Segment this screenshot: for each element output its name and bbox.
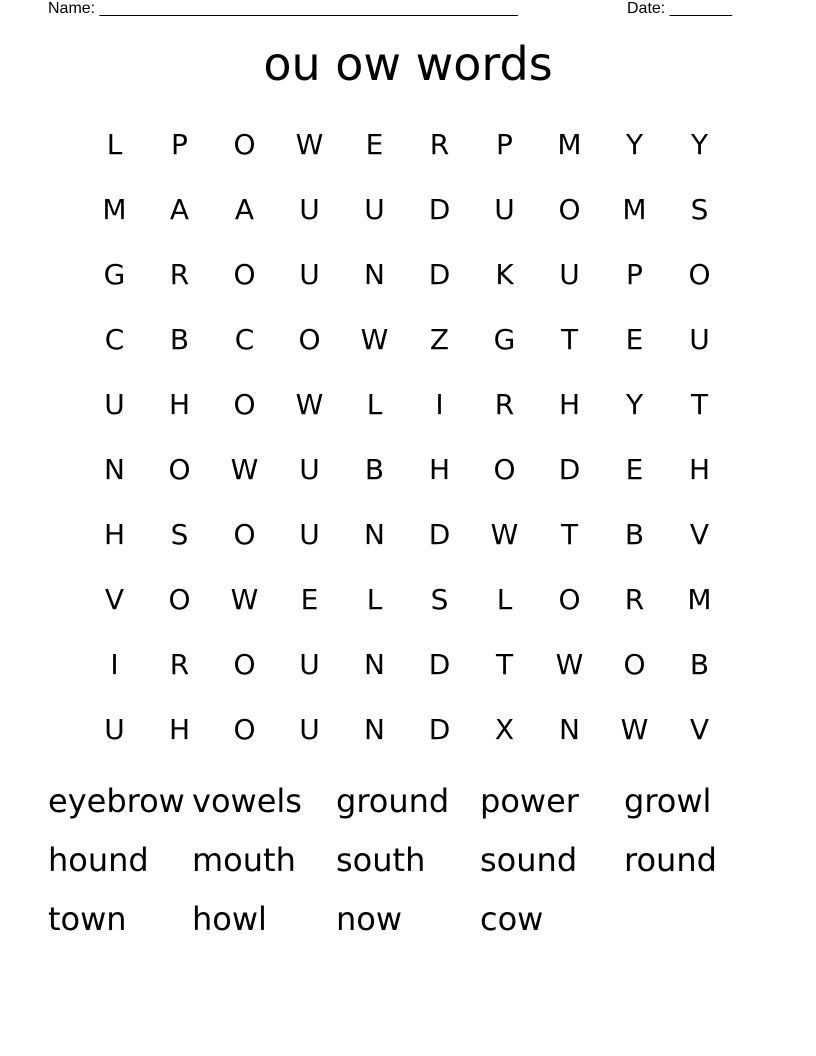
letter-cell: Z <box>429 322 450 356</box>
letter-cell: M <box>622 192 647 226</box>
letter-cell: O <box>168 452 191 486</box>
letter-cell: M <box>102 192 127 226</box>
letter-cell: D <box>428 712 451 746</box>
letter-cell: W <box>360 322 389 356</box>
letter-cell: E <box>365 127 384 161</box>
letter-cell: O <box>233 387 256 421</box>
letter-cell: A <box>169 192 190 226</box>
word-list-item: vowels <box>192 782 302 820</box>
letter-cell: U <box>299 517 320 551</box>
letter-cell: U <box>299 647 320 681</box>
letter-cell: E <box>300 582 319 616</box>
page-title: ou ow words <box>263 37 553 91</box>
word-list-item: town <box>48 900 127 938</box>
letter-cell: B <box>689 647 710 681</box>
letter-cell: W <box>295 387 324 421</box>
word-list-item: power <box>480 782 579 820</box>
letter-cell: W <box>555 647 584 681</box>
letter-cell: U <box>299 452 320 486</box>
letter-cell: I <box>435 387 444 421</box>
word-list-item: sound <box>480 841 578 879</box>
word-list-item: eyebrow <box>48 782 185 820</box>
letter-cell: P <box>171 127 188 161</box>
letter-cell: E <box>625 322 644 356</box>
letter-cell: U <box>104 712 125 746</box>
letter-cell: O <box>168 582 191 616</box>
letter-cell: B <box>364 452 385 486</box>
letter-cell: L <box>366 387 383 421</box>
letter-cell: G <box>103 257 126 291</box>
letter-cell: O <box>233 127 256 161</box>
letter-cell: I <box>110 647 119 681</box>
letter-cell: S <box>170 517 189 551</box>
letter-cell: O <box>233 712 256 746</box>
letter-cell: N <box>364 517 385 551</box>
letter-cell: T <box>560 322 579 356</box>
word-list <box>48 772 768 949</box>
date-line: Date: _______ <box>627 0 732 17</box>
word-list-item: cow <box>480 900 544 938</box>
letter-cell: U <box>299 712 320 746</box>
letter-cell: D <box>558 452 581 486</box>
word-list-item: ground <box>336 782 450 820</box>
letter-cell: O <box>233 257 256 291</box>
letter-cell: N <box>364 712 385 746</box>
letter-cell: D <box>428 257 451 291</box>
letter-cell: W <box>295 127 324 161</box>
letter-cell: V <box>689 517 710 551</box>
letter-cell: R <box>494 387 515 421</box>
letter-cell: H <box>688 452 711 486</box>
letter-cell: H <box>428 452 451 486</box>
letter-cell: O <box>623 647 646 681</box>
letter-cell: G <box>493 322 516 356</box>
letter-cell: Y <box>690 127 709 161</box>
letter-cell: R <box>429 127 450 161</box>
letter-cell: D <box>428 647 451 681</box>
letter-cell: P <box>626 257 643 291</box>
letter-cell: D <box>428 192 451 226</box>
word-list-item: growl <box>624 782 712 820</box>
letter-cell: D <box>428 517 451 551</box>
letter-cell: V <box>689 712 710 746</box>
letter-cell: S <box>430 582 449 616</box>
letter-cell: R <box>169 647 190 681</box>
letter-cell: L <box>106 127 123 161</box>
letter-cell: H <box>103 517 126 551</box>
letter-cell: Y <box>625 127 644 161</box>
letter-cell: K <box>495 257 514 291</box>
letter-cell: H <box>168 712 191 746</box>
word-list-item: round <box>624 841 717 879</box>
letter-cell: N <box>104 452 125 486</box>
word-list-item: south <box>336 841 426 879</box>
letter-cell: V <box>104 582 125 616</box>
letter-cell: C <box>234 322 255 356</box>
letter-cell: Y <box>625 387 644 421</box>
letter-cell: W <box>620 712 649 746</box>
letter-cell: U <box>104 387 125 421</box>
letter-cell: O <box>233 517 256 551</box>
letter-cell: P <box>496 127 513 161</box>
letter-cell: C <box>104 322 125 356</box>
word-list-item: howl <box>192 900 267 938</box>
letter-cell: R <box>169 257 190 291</box>
letter-cell: X <box>494 712 515 746</box>
word-list-item: mouth <box>192 841 296 879</box>
word-list-item: now <box>336 900 403 938</box>
letter-cell: B <box>624 517 645 551</box>
letter-cell: O <box>688 257 711 291</box>
letter-cell: M <box>687 582 712 616</box>
letter-cell: U <box>364 192 385 226</box>
letter-cell: L <box>366 582 383 616</box>
letter-cell: O <box>233 647 256 681</box>
letter-cell: T <box>495 647 514 681</box>
letter-cell: U <box>299 192 320 226</box>
letter-cell: H <box>168 387 191 421</box>
letter-cell: L <box>496 582 513 616</box>
letter-cell: U <box>494 192 515 226</box>
letter-cell: O <box>558 192 581 226</box>
letter-cell: A <box>234 192 255 226</box>
letter-cell: U <box>299 257 320 291</box>
letter-cell: O <box>298 322 321 356</box>
letter-cell: W <box>490 517 519 551</box>
word-list-item: hound <box>48 841 149 879</box>
letter-grid <box>82 112 732 762</box>
name-line: Name: _______________________________________________ <box>48 0 518 17</box>
letter-cell: N <box>364 647 385 681</box>
letter-cell: H <box>558 387 581 421</box>
letter-cell: E <box>625 452 644 486</box>
letter-cell: S <box>690 192 709 226</box>
letter-cell: O <box>493 452 516 486</box>
letter-cell: R <box>624 582 645 616</box>
letter-cell: U <box>559 257 580 291</box>
letter-cell: U <box>689 322 710 356</box>
letter-cell: T <box>690 387 709 421</box>
letter-cell: W <box>230 452 259 486</box>
letter-cell: N <box>559 712 580 746</box>
letter-cell: O <box>558 582 581 616</box>
letter-cell: T <box>560 517 579 551</box>
letter-cell: M <box>557 127 582 161</box>
letter-cell: W <box>230 582 259 616</box>
letter-cell: B <box>169 322 190 356</box>
letter-cell: N <box>364 257 385 291</box>
